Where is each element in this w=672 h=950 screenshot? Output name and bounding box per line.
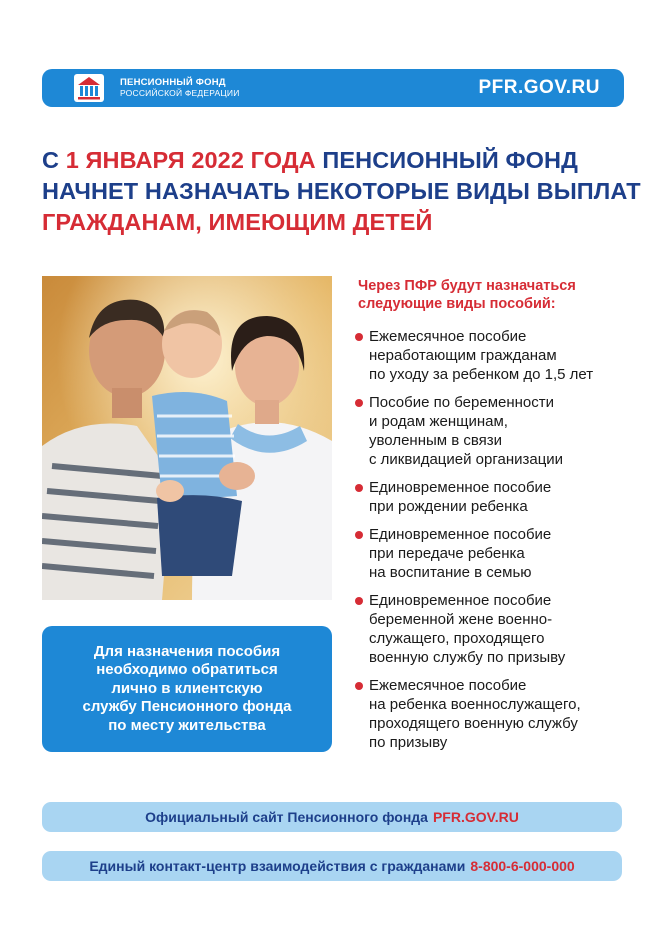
info-line: лично в клиентскую <box>111 679 263 697</box>
benefit-line: на воспитание в семью <box>369 564 532 581</box>
benefit-line: Ежемесячное пособие <box>369 328 527 345</box>
benefit-line: и родам женщинам, <box>369 413 508 430</box>
benefit-item <box>352 591 642 667</box>
title-prefix: С <box>42 147 66 173</box>
info-box <box>42 626 332 752</box>
benefit-item <box>352 393 642 469</box>
official-site-label: Официальный сайт Пенсионного фонда <box>145 809 428 825</box>
info-line: необходимо обратиться <box>96 661 278 679</box>
benefit-line: Пособие по беременности <box>369 394 555 411</box>
benefit-line: Ежемесячное пособие <box>369 677 527 694</box>
title-date: 1 ЯНВАРЯ 2022 ГОДА <box>65 147 316 173</box>
family-photo <box>42 276 332 600</box>
pfr-logo-icon <box>74 74 104 102</box>
benefit-line: Единовременное пособие <box>369 479 552 496</box>
title-line3: ГРАЖДАНАМ, ИМЕЮЩИМ ДЕТЕЙ <box>42 209 433 235</box>
benefit-line: военную службу по призыву <box>369 649 566 666</box>
header-site-link[interactable]: PFR.GOV.RU <box>478 77 600 98</box>
org-name-line1: ПЕНСИОННЫЙ ФОНД <box>120 77 226 88</box>
benefit-line: служащего, проходящего <box>369 630 545 647</box>
org-name <box>120 77 240 99</box>
benefit-item <box>352 676 642 752</box>
benefit-line: на ребенка военнослужащего, <box>369 696 581 713</box>
official-site-link[interactable]: PFR.GOV.RU <box>432 809 519 825</box>
benefit-item <box>352 478 642 516</box>
contact-center-phone[interactable]: 8-800-6-000-000 <box>470 858 575 874</box>
org-name-line2: РОССИЙСКОЙ ФЕДЕРАЦИИ <box>120 88 240 98</box>
benefit-line: беременной жене военно- <box>369 611 553 628</box>
page-title <box>42 145 642 238</box>
benefit-item <box>352 327 642 384</box>
benefit-line: Единовременное пособие <box>369 592 552 609</box>
contact-center-label: Единый контакт-центр взаимодействия с гражданами <box>89 858 466 874</box>
contact-center-bar <box>42 851 622 881</box>
title-line1 <box>42 145 642 176</box>
benefit-line: проходящего военную службу <box>369 715 578 732</box>
benefit-line: при рождении ребенка <box>369 498 528 515</box>
intro-line2: следующие виды пособий: <box>358 296 556 312</box>
benefits-intro <box>358 277 642 313</box>
title-rest: ПЕНСИОННЫЙ ФОНД <box>315 147 578 173</box>
benefit-line: уволенным в связи <box>369 432 503 449</box>
benefit-line: Единовременное пособие <box>369 526 552 543</box>
intro-line1: Через ПФР будут назначаться <box>358 278 576 294</box>
info-box-text <box>83 643 292 736</box>
benefit-line: при передаче ребенка <box>369 545 525 562</box>
title-line2: НАЧНЕТ НАЗНАЧАТЬ НЕКОТОРЫЕ ВИДЫ ВЫПЛАТ <box>42 178 641 204</box>
benefit-line: по уходу за ребенком до 1,5 лет <box>369 366 594 383</box>
benefit-line: по призыву <box>369 734 448 751</box>
header-banner <box>42 69 624 107</box>
info-line: по месту жительства <box>108 716 266 734</box>
info-line: Для назначения пособия <box>93 642 281 660</box>
benefits-column <box>352 277 642 761</box>
benefit-item <box>352 525 642 582</box>
benefit-line: неработающим гражданам <box>369 347 557 364</box>
official-site-bar <box>42 802 622 832</box>
info-line: службу Пенсионного фонда <box>82 698 292 716</box>
benefit-line: с ликвидацией организации <box>369 451 564 468</box>
